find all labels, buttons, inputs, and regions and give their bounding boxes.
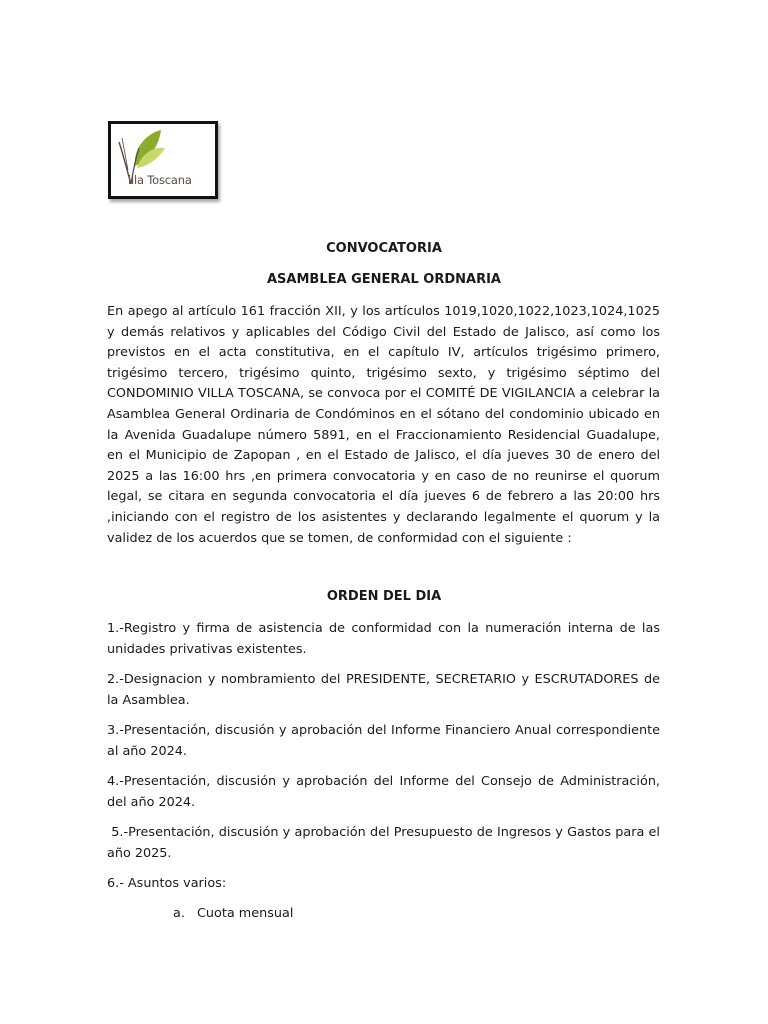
logo <box>108 121 218 199</box>
agenda-item: 1.-Registro y firma de asistencia de conformidad con la numeración interna de las unidades privativas existentes. <box>107 621 660 657</box>
logo-text: illa Toscana <box>128 173 192 187</box>
document-subtitle: ASAMBLEA GENERAL ORDNARIA <box>267 272 501 287</box>
agenda-title: ORDEN DEL DIA <box>326 589 442 604</box>
agenda-item: 2.-Designacion y nombramiento del PRESIDENTE, SECRETARIO y ESCRUTADORES de la Asamblea. <box>107 672 660 708</box>
agenda-item: 6.- Asuntos varios: <box>107 876 227 891</box>
intro-paragraph: En apego al artículo 161 fracción XII, y los artículos 1019,1020,1022,1023,1024,1025 y demás relativos y aplicables del Código Civil del Estado de Jalisco, así como los previstos en el acta constitutiva, en el capítulo IV, artículos trigésimo primero, trigésimo tercero, trigésimo quinto, trigésimo sexto, y trigésimo séptimo del CONDOMINIO VILLA TOSCANA, se convoca por el COMITÉ DE VIGILANCIA a celebrar la Asamblea General Ordinaria de Condóminos en el sótano del condominio ubicado en la Avenida Guadalupe número 5891, en el Fraccionamiento Residencial Guadalupe, en el Municipio de Zapopan , en el Estado de Jalisco, el día jueves 30 de enero del 2025 a las 16:00 hrs ,en primera convocatoria y en caso de no reunirse el quorum legal, se citara en segunda convocatoria el día jueves 6 de febrero a las 20:00 hrs ,iniciando con el registro de los asistentes y declarando legalmente el quorum y la validez de los acuerdos que se tomen, de conformidad con el siguiente : <box>107 304 660 546</box>
agenda-subitem <box>173 904 293 925</box>
agenda-item: 4.-Presentación, discusión y aprobación del Informe del Consejo de Administración, del año 2024. <box>107 774 660 810</box>
subitem-marker: a. <box>173 906 185 921</box>
document-title: CONVOCATORIA <box>326 241 442 256</box>
agenda-item: 3.-Presentación, discusión y aprobación del Informe Financiero Anual correspondiente al año 2024. <box>107 723 660 759</box>
subitem-text: Cuota mensual <box>197 906 294 921</box>
agenda-item: 5.-Presentación, discusión y aprobación del Presupuesto de Ingresos y Gastos para el año 2025. <box>107 825 665 861</box>
